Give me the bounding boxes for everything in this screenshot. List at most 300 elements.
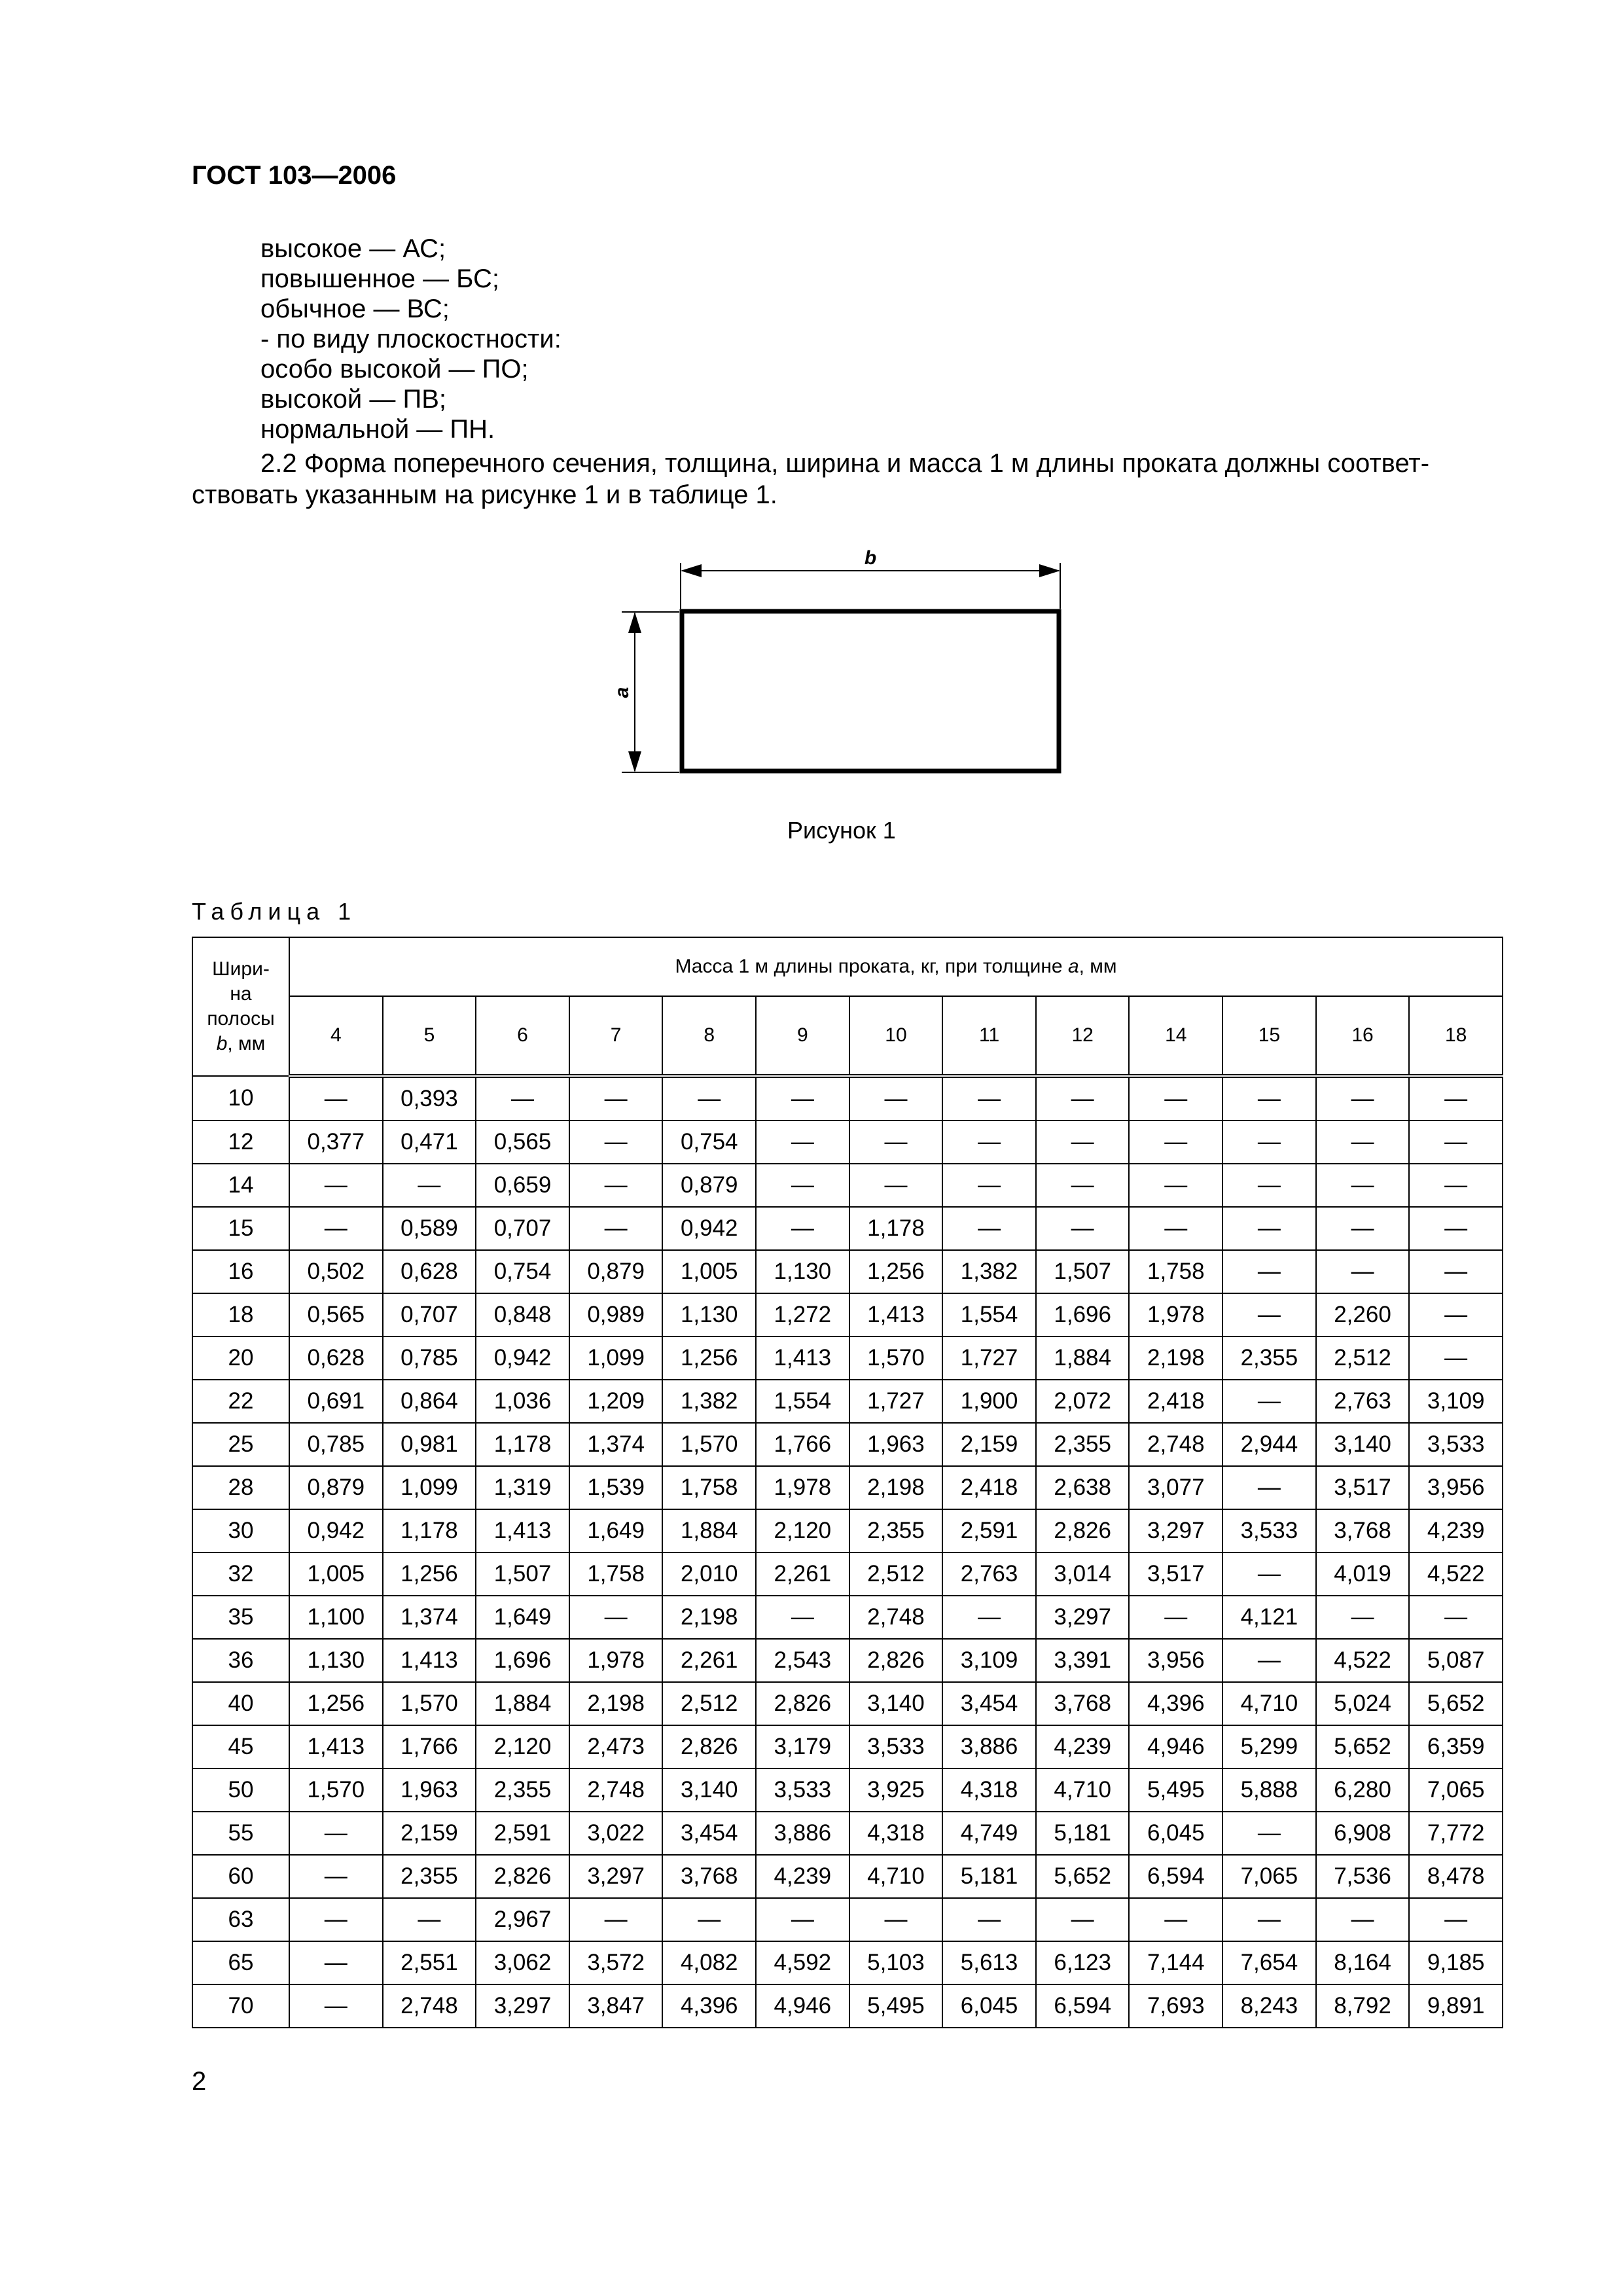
mass-cell: 1,963	[383, 1768, 476, 1812]
cross-section-figure	[611, 543, 1106, 785]
mass-cell: 7,144	[1129, 1941, 1222, 1984]
mass-cell: 2,826	[849, 1639, 943, 1682]
mass-cell: 0,864	[383, 1380, 476, 1423]
mass-cell: 4,396	[662, 1984, 756, 2028]
mass-cell: —	[289, 1898, 383, 1941]
mass-cell: 0,754	[476, 1250, 569, 1293]
mass-cell: 3,109	[942, 1639, 1036, 1682]
mass-cell: 2,355	[1222, 1336, 1316, 1380]
mass-cell: 3,768	[1036, 1682, 1130, 1725]
mass-cell: 3,297	[1036, 1596, 1130, 1639]
mass-cell: —	[756, 1164, 849, 1207]
table-row	[192, 1898, 1503, 1941]
mass-cell: —	[289, 1984, 383, 2028]
mass-cell: —	[849, 1898, 943, 1941]
mass-cell: 3,886	[756, 1812, 849, 1855]
mass-cell: 1,130	[662, 1293, 756, 1336]
mass-cell: 6,908	[1316, 1812, 1410, 1855]
mass-cell: 2,261	[662, 1639, 756, 1682]
mass-cell: 9,891	[1409, 1984, 1503, 2028]
thickness-header-cell: 18	[1409, 996, 1503, 1076]
mass-cell: 5,888	[1222, 1768, 1316, 1812]
table-row	[192, 1984, 1503, 2028]
mass-cell: 0,565	[476, 1121, 569, 1164]
mass-cell: 2,512	[662, 1682, 756, 1725]
mass-cell: 1,758	[1129, 1250, 1222, 1293]
mass-cell: 2,512	[849, 1552, 943, 1596]
mass-cell: —	[1129, 1076, 1222, 1121]
table-row	[192, 1250, 1503, 1293]
mass-cell: 3,391	[1036, 1639, 1130, 1682]
mass-cell: 1,570	[662, 1423, 756, 1466]
mass-cell: 0,393	[383, 1076, 476, 1121]
mass-cell: 3,454	[942, 1682, 1036, 1725]
table-row	[192, 1682, 1503, 1725]
mass-cell: 2,355	[383, 1855, 476, 1898]
mass-cell: —	[1036, 1121, 1130, 1164]
mass-cell: 1,382	[662, 1380, 756, 1423]
mass-cell: —	[942, 1076, 1036, 1121]
mass-cell: —	[662, 1898, 756, 1941]
mass-cell: —	[1316, 1250, 1410, 1293]
mass-cell: 1,507	[476, 1552, 569, 1596]
mass-cell: —	[849, 1164, 943, 1207]
width-cell: 30	[192, 1509, 289, 1552]
width-cell: 35	[192, 1596, 289, 1639]
mass-cell: 2,260	[1316, 1293, 1410, 1336]
table-row	[192, 1466, 1503, 1509]
mass-cell: 2,198	[569, 1682, 663, 1725]
mass-cell: 2,198	[662, 1596, 756, 1639]
mass-cell: 3,297	[569, 1855, 663, 1898]
text-line: высокой — ПВ;	[260, 385, 447, 414]
mass-cell: 1,539	[569, 1466, 663, 1509]
mass-cell: 4,396	[1129, 1682, 1222, 1725]
mass-cell: 0,691	[289, 1380, 383, 1423]
mass-cell: —	[569, 1207, 663, 1250]
text-line: особо высокой — ПО;	[260, 355, 529, 384]
thickness-header-cell: 9	[756, 996, 849, 1076]
mass-cell: —	[1036, 1164, 1130, 1207]
mass-cell: 1,884	[662, 1509, 756, 1552]
mass-cell: —	[1409, 1121, 1503, 1164]
mass-cell: 1,272	[756, 1293, 849, 1336]
mass-cell: 1,570	[849, 1336, 943, 1380]
mass-cell: 2,120	[756, 1509, 849, 1552]
mass-cell: 2,261	[756, 1552, 849, 1596]
mass-cell: 3,533	[1409, 1423, 1503, 1466]
thickness-header-row	[192, 996, 1503, 1076]
width-cell: 65	[192, 1941, 289, 1984]
mass-cell: 2,551	[383, 1941, 476, 1984]
mass-cell: 2,072	[1036, 1380, 1130, 1423]
mass-cell: —	[1036, 1207, 1130, 1250]
mass-cell: 1,099	[383, 1466, 476, 1509]
mass-cell: 2,826	[756, 1682, 849, 1725]
mass-cell: 4,710	[849, 1855, 943, 1898]
mass-cell: —	[1316, 1076, 1410, 1121]
mass-cell: 1,978	[756, 1466, 849, 1509]
mass-cell: —	[942, 1207, 1036, 1250]
mass-cell: 3,517	[1129, 1552, 1222, 1596]
mass-cell: 8,792	[1316, 1984, 1410, 2028]
document-header: ГОСТ 103—2006	[192, 161, 397, 190]
mass-cell: 8,478	[1409, 1855, 1503, 1898]
mass-cell: 1,413	[383, 1639, 476, 1682]
mass-cell: 5,652	[1409, 1682, 1503, 1725]
mass-cell: —	[756, 1121, 849, 1164]
mass-cell: 1,413	[849, 1293, 943, 1336]
mass-cell: 3,454	[662, 1812, 756, 1855]
mass-cell: —	[569, 1898, 663, 1941]
mass-cell: 4,592	[756, 1941, 849, 1984]
mass-group-header: Масса 1 м длины проката, кг, при толщине a, мм	[289, 937, 1503, 996]
mass-cell: 1,413	[756, 1336, 849, 1380]
mass-cell: 5,087	[1409, 1639, 1503, 1682]
mass-cell: 1,319	[476, 1466, 569, 1509]
table-row	[192, 1941, 1503, 1984]
mass-cell: 3,886	[942, 1725, 1036, 1768]
mass-cell: 2,748	[1129, 1423, 1222, 1466]
table-row	[192, 1812, 1503, 1855]
mass-cell: 6,045	[942, 1984, 1036, 2028]
mass-cell: 4,239	[1036, 1725, 1130, 1768]
mass-cell: 1,570	[383, 1682, 476, 1725]
mass-cell: 6,280	[1316, 1768, 1410, 1812]
mass-cell: 1,256	[849, 1250, 943, 1293]
width-cell: 14	[192, 1164, 289, 1207]
table-row	[192, 1207, 1503, 1250]
mass-cell: 5,024	[1316, 1682, 1410, 1725]
mass-cell: —	[1036, 1076, 1130, 1121]
mass-cell: 2,944	[1222, 1423, 1316, 1466]
mass-cell: 1,766	[756, 1423, 849, 1466]
mass-cell: —	[1129, 1121, 1222, 1164]
mass-cell: —	[1036, 1898, 1130, 1941]
mass-cell: 3,925	[849, 1768, 943, 1812]
mass-cell: 2,748	[383, 1984, 476, 2028]
mass-cell: 3,533	[756, 1768, 849, 1812]
mass-cell: 1,900	[942, 1380, 1036, 1423]
text-line: повышенное — БС;	[260, 264, 499, 293]
paragraph-2-2-line-1: 2.2 Форма поперечного сечения, толщина, ширина и масса 1 м длины проката должны соответ-	[260, 449, 1430, 478]
mass-cell: —	[942, 1164, 1036, 1207]
mass-cell: 1,209	[569, 1380, 663, 1423]
mass-cell: 0,785	[289, 1423, 383, 1466]
mass-cell: 7,065	[1409, 1768, 1503, 1812]
mass-cell: 4,121	[1222, 1596, 1316, 1639]
mass-cell: 0,942	[289, 1509, 383, 1552]
figure-caption: Рисунок 1	[787, 817, 896, 844]
table-caption: Таблица 1	[192, 898, 357, 925]
mass-cell: —	[1222, 1207, 1316, 1250]
mass-cell: 6,359	[1409, 1725, 1503, 1768]
mass-cell: 0,989	[569, 1293, 663, 1336]
mass-cell: —	[1222, 1639, 1316, 1682]
mass-cell: 1,696	[1036, 1293, 1130, 1336]
mass-cell: —	[1222, 1250, 1316, 1293]
mass-cell: —	[1409, 1336, 1503, 1380]
mass-cell: 3,956	[1409, 1466, 1503, 1509]
mass-cell: 1,649	[476, 1596, 569, 1639]
mass-cell: 1,036	[476, 1380, 569, 1423]
mass-cell: —	[383, 1164, 476, 1207]
mass-cell: 0,942	[662, 1207, 756, 1250]
thickness-header-cell: 8	[662, 996, 756, 1076]
thickness-header-cell: 15	[1222, 996, 1316, 1076]
mass-cell: 2,198	[849, 1466, 943, 1509]
width-column-header: Шири- на полосы b, мм	[192, 937, 289, 1076]
mass-cell: 1,696	[476, 1639, 569, 1682]
mass-cell: 2,198	[1129, 1336, 1222, 1380]
mass-cell: 2,355	[476, 1768, 569, 1812]
mass-cell: 6,594	[1129, 1855, 1222, 1898]
width-cell: 15	[192, 1207, 289, 1250]
mass-cell: —	[756, 1207, 849, 1250]
mass-cell: 0,589	[383, 1207, 476, 1250]
mass-cell: —	[1222, 1552, 1316, 1596]
mass-cell: 2,120	[476, 1725, 569, 1768]
mass-cell: 2,748	[569, 1768, 663, 1812]
mass-cell: 3,140	[849, 1682, 943, 1725]
mass-cell: 5,613	[942, 1941, 1036, 1984]
mass-cell: 7,536	[1316, 1855, 1410, 1898]
mass-cell: 7,065	[1222, 1855, 1316, 1898]
mass-cell: 5,181	[942, 1855, 1036, 1898]
mass-cell: 3,956	[1129, 1639, 1222, 1682]
mass-cell: 1,100	[289, 1596, 383, 1639]
label-a: a	[611, 687, 633, 698]
mass-cell: 1,758	[569, 1552, 663, 1596]
mass-cell: 2,010	[662, 1552, 756, 1596]
mass-cell: 2,591	[476, 1812, 569, 1855]
mass-cell: —	[289, 1207, 383, 1250]
section-rectangle	[682, 611, 1059, 771]
mass-cell: 6,594	[1036, 1984, 1130, 2028]
mass-cell: 1,413	[289, 1725, 383, 1768]
mass-cell: —	[383, 1898, 476, 1941]
mass-cell: —	[1129, 1898, 1222, 1941]
mass-cell: 2,159	[383, 1812, 476, 1855]
mass-cell: 3,572	[569, 1941, 663, 1984]
mass-cell: 7,693	[1129, 1984, 1222, 2028]
mass-cell: —	[569, 1596, 663, 1639]
mass-cell: 4,749	[942, 1812, 1036, 1855]
mass-cell: —	[1222, 1293, 1316, 1336]
page-number: 2	[192, 2067, 207, 2096]
mass-cell: 4,019	[1316, 1552, 1410, 1596]
mass-cell: —	[756, 1596, 849, 1639]
mass-cell: 1,727	[942, 1336, 1036, 1380]
mass-cell: 2,512	[1316, 1336, 1410, 1380]
mass-cell: —	[569, 1121, 663, 1164]
mass-cell: 1,554	[756, 1380, 849, 1423]
mass-cell: 0,879	[569, 1250, 663, 1293]
mass-cell: —	[1316, 1898, 1410, 1941]
table-row	[192, 1768, 1503, 1812]
mass-cell: 0,628	[383, 1250, 476, 1293]
mass-cell: 1,005	[662, 1250, 756, 1293]
mass-cell: 0,628	[289, 1336, 383, 1380]
mass-cell: 2,826	[662, 1725, 756, 1768]
width-cell: 32	[192, 1552, 289, 1596]
mass-cell: 4,946	[756, 1984, 849, 2028]
mass-cell: 4,318	[942, 1768, 1036, 1812]
table-row	[192, 1121, 1503, 1164]
mass-cell: 2,591	[942, 1509, 1036, 1552]
mass-cell: 2,355	[1036, 1423, 1130, 1466]
mass-cell: 1,884	[1036, 1336, 1130, 1380]
thickness-header-cell: 6	[476, 996, 569, 1076]
mass-cell: 3,533	[849, 1725, 943, 1768]
text-line: высокое — АС;	[260, 234, 446, 263]
mass-cell: 0,659	[476, 1164, 569, 1207]
table-row	[192, 1552, 1503, 1596]
width-cell: 45	[192, 1725, 289, 1768]
mass-cell: 1,130	[756, 1250, 849, 1293]
mass-cell: —	[849, 1121, 943, 1164]
table-row	[192, 1725, 1503, 1768]
thickness-header-cell: 16	[1316, 996, 1410, 1076]
mass-cell: 0,471	[383, 1121, 476, 1164]
mass-cell: 1,766	[383, 1725, 476, 1768]
mass-cell: 4,239	[756, 1855, 849, 1898]
table-row	[192, 1423, 1503, 1466]
mass-cell: —	[289, 1164, 383, 1207]
mass-cell: —	[1316, 1121, 1410, 1164]
mass-cell: —	[942, 1898, 1036, 1941]
table-row	[192, 1380, 1503, 1423]
mass-cell: 1,884	[476, 1682, 569, 1725]
mass-cell: —	[289, 1941, 383, 1984]
width-cell: 70	[192, 1984, 289, 2028]
mass-cell: —	[1222, 1121, 1316, 1164]
mass-cell: —	[289, 1812, 383, 1855]
mass-cell: 1,130	[289, 1639, 383, 1682]
table-row	[192, 1509, 1503, 1552]
width-cell: 12	[192, 1121, 289, 1164]
mass-cell: —	[1409, 1898, 1503, 1941]
mass-cell: 4,318	[849, 1812, 943, 1855]
mass-cell: 0,502	[289, 1250, 383, 1293]
width-cell: 40	[192, 1682, 289, 1725]
mass-cell: 3,140	[1316, 1423, 1410, 1466]
mass-cell: —	[1409, 1207, 1503, 1250]
mass-cell: 2,355	[849, 1509, 943, 1552]
mass-cell: 4,522	[1316, 1639, 1410, 1682]
mass-cell: 1,727	[849, 1380, 943, 1423]
mass-cell: 1,005	[289, 1552, 383, 1596]
mass-cell: 5,103	[849, 1941, 943, 1984]
mass-cell: 0,942	[476, 1336, 569, 1380]
mass-cell: —	[476, 1076, 569, 1121]
mass-cell: 5,495	[849, 1984, 943, 2028]
mass-cell: 1,758	[662, 1466, 756, 1509]
mass-cell: —	[756, 1076, 849, 1121]
mass-cell: —	[1409, 1293, 1503, 1336]
mass-cell: —	[289, 1076, 383, 1121]
mass-cell: 1,256	[383, 1552, 476, 1596]
thickness-header-cell: 4	[289, 996, 383, 1076]
label-b: b	[864, 547, 877, 569]
mass-cell: 4,239	[1409, 1509, 1503, 1552]
thickness-header-cell: 11	[942, 996, 1036, 1076]
paragraph-2-2-line-2: ствовать указанным на рисунке 1 и в таблице 1.	[192, 480, 777, 509]
mass-cell: —	[849, 1076, 943, 1121]
mass-cell: 4,946	[1129, 1725, 1222, 1768]
mass-cell: 1,178	[849, 1207, 943, 1250]
mass-cell: 3,768	[662, 1855, 756, 1898]
mass-cell: 3,297	[1129, 1509, 1222, 1552]
mass-cell: 5,652	[1036, 1855, 1130, 1898]
mass-cell: —	[942, 1596, 1036, 1639]
mass-cell: 2,748	[849, 1596, 943, 1639]
mass-cell: 5,299	[1222, 1725, 1316, 1768]
table-row	[192, 1639, 1503, 1682]
mass-cell: 2,763	[942, 1552, 1036, 1596]
mass-cell: 0,377	[289, 1121, 383, 1164]
text-line: нормальной — ПН.	[260, 415, 495, 444]
thickness-header-cell: 5	[383, 996, 476, 1076]
mass-cell: 1,374	[569, 1423, 663, 1466]
mass-cell: 1,507	[1036, 1250, 1130, 1293]
mass-cell: 3,847	[569, 1984, 663, 2028]
text-line: - по виду плоскостности:	[260, 325, 562, 353]
mass-cell: 0,848	[476, 1293, 569, 1336]
width-cell: 63	[192, 1898, 289, 1941]
mass-cell: 6,045	[1129, 1812, 1222, 1855]
mass-cell: 0,879	[662, 1164, 756, 1207]
mass-cell: —	[1129, 1207, 1222, 1250]
width-cell: 16	[192, 1250, 289, 1293]
mass-cell: 3,062	[476, 1941, 569, 1984]
mass-cell: 2,159	[942, 1423, 1036, 1466]
mass-cell: 1,256	[289, 1682, 383, 1725]
width-cell: 18	[192, 1293, 289, 1336]
mass-cell: 1,374	[383, 1596, 476, 1639]
mass-cell: 7,772	[1409, 1812, 1503, 1855]
mass-cell: 2,763	[1316, 1380, 1410, 1423]
mass-cell: —	[1409, 1076, 1503, 1121]
mass-cell: —	[569, 1164, 663, 1207]
mass-cell: 7,654	[1222, 1941, 1316, 1984]
mass-cell: —	[756, 1898, 849, 1941]
mass-cell: 2,826	[1036, 1509, 1130, 1552]
mass-cell: 4,522	[1409, 1552, 1503, 1596]
mass-cell: —	[1316, 1164, 1410, 1207]
mass-cell: 3,109	[1409, 1380, 1503, 1423]
width-cell: 50	[192, 1768, 289, 1812]
mass-cell: —	[1129, 1164, 1222, 1207]
table-row	[192, 1336, 1503, 1380]
mass-cell: —	[569, 1076, 663, 1121]
mass-cell: 2,418	[942, 1466, 1036, 1509]
table-row	[192, 1855, 1503, 1898]
table-row	[192, 1596, 1503, 1639]
mass-cell: —	[1316, 1207, 1410, 1250]
mass-cell: 9,185	[1409, 1941, 1503, 1984]
mass-cell: —	[1222, 1466, 1316, 1509]
mass-cell: 3,140	[662, 1768, 756, 1812]
mass-cell: —	[942, 1121, 1036, 1164]
mass-cell: —	[1222, 1164, 1316, 1207]
mass-cell: 1,570	[289, 1768, 383, 1812]
thickness-header-cell: 7	[569, 996, 663, 1076]
mass-cell: 1,178	[476, 1423, 569, 1466]
mass-cell: 0,879	[289, 1466, 383, 1509]
width-cell: 22	[192, 1380, 289, 1423]
mass-cell: 4,082	[662, 1941, 756, 1984]
